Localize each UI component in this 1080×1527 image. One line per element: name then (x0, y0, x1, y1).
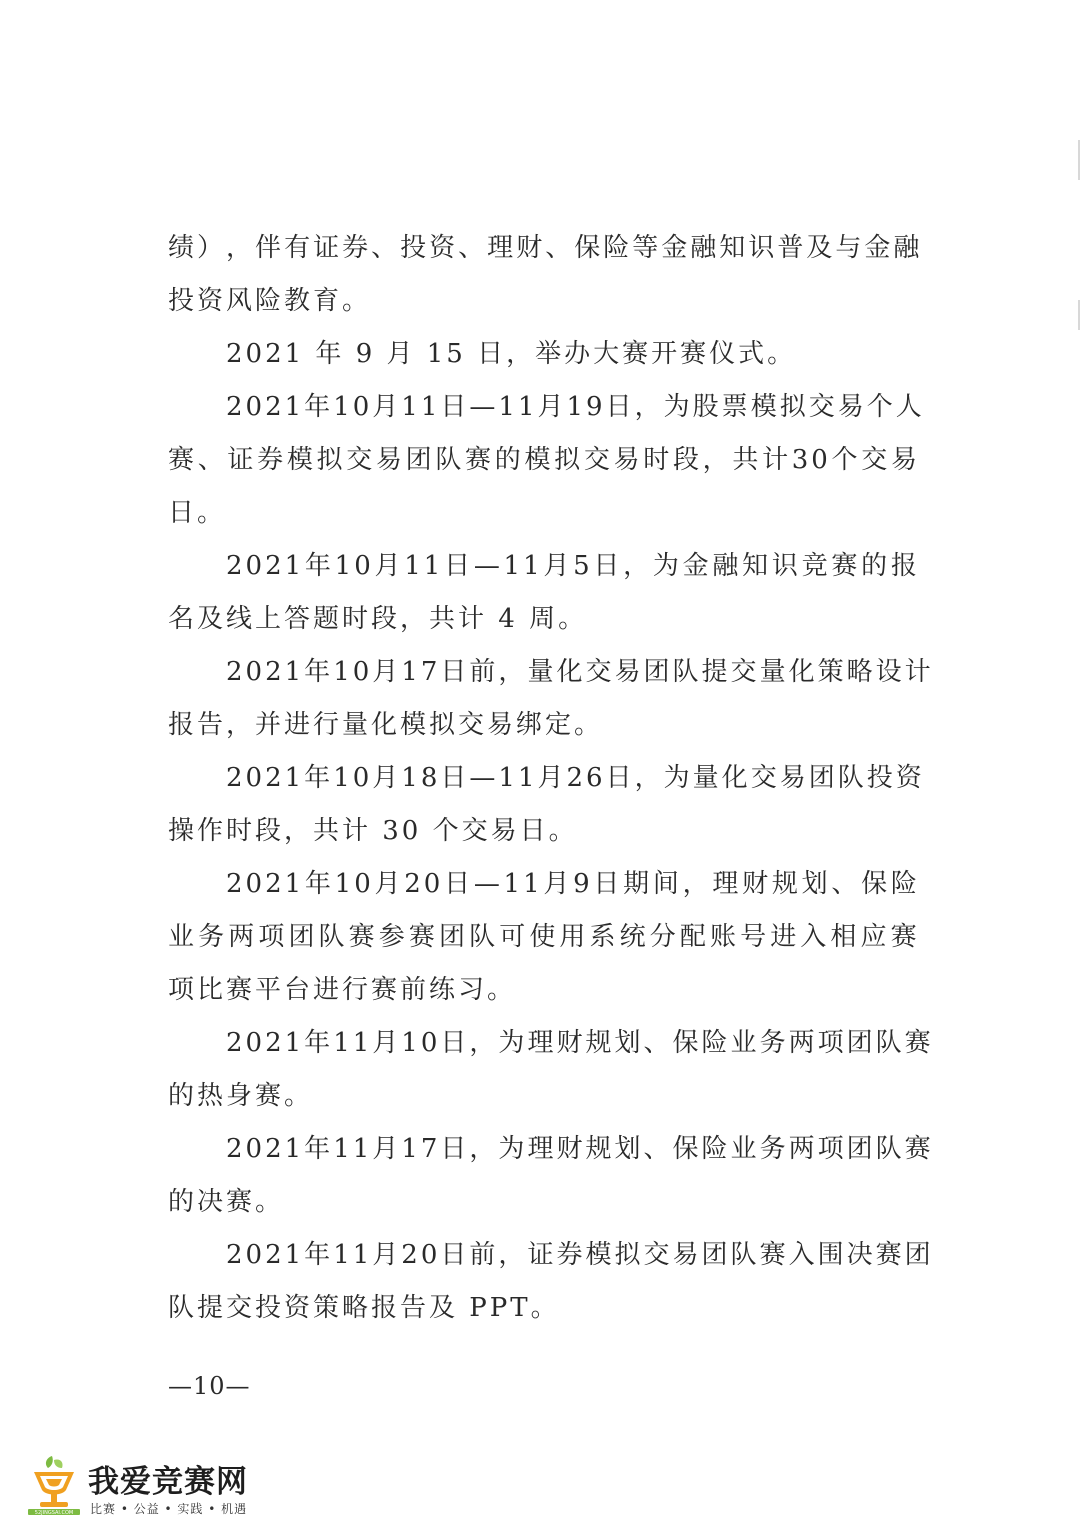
watermark-tagline: 比赛 • 公益 • 实践 • 机遇 (90, 1502, 248, 1516)
text-line: 2021 年 11 月 17 日 ， 为 理 财 规 划 、 保 险 业 务 两 项 团 队 赛 (226, 1134, 934, 1164)
text-line: 2021 年 10 月 11 日 — 11 月 19 日 ， 为 股 票 模 拟 交 易 个 人 (226, 392, 925, 422)
text-line: 2021 年 10 月 11 日 — 11 月 5 日 ， 为 金 融 知 识 竞 赛 的 报 (226, 551, 920, 581)
text-line: 2021 年 11 月 10 日 ， 为 理 财 规 划 、 保 险 业 务 两 项 团 队 赛 (226, 1028, 934, 1058)
text-line: 名及线上答题时段，共计 4 周。 (168, 604, 588, 634)
site-watermark (14, 1450, 254, 1518)
text-line: 日。 (168, 498, 227, 528)
text-line: 赛 、 证 券 模 拟 交 易 团 队 赛 的 模 拟 交 易 时 段 ， 共 计 30 个 交 易 (168, 445, 920, 475)
text-line: 报告，并进行量化模拟交易绑定。 (168, 710, 604, 740)
text-line: 绩 ） ， 伴 有 证 券 、 投 资 、 理 财 、 保 险 等 金 融 知 识 普 及 与 金 融 (168, 233, 923, 263)
trophy-logo-icon (22, 1452, 86, 1516)
document-body (168, 222, 934, 1335)
site-url-label: 52JINGSAI.COM (34, 1510, 74, 1516)
text-line: 操作时段，共计 30 个交易日。 (168, 816, 578, 846)
text-line: 2021 年 10 月 18 日 — 11 月 26 日 ， 为 量 化 交 易 团 队 投 资 (226, 763, 925, 793)
text-line: 项比赛平台进行赛前练习。 (168, 975, 517, 1005)
text-line: 2021 年 10 月 17 日 前 ， 量 化 交 易 团 队 提 交 量 化 策 略 设 计 (226, 657, 934, 687)
text-line: 业 务 两 项 团 队 赛 参 赛 团 队 可 使 用 系 统 分 配 账 号 进 入 相 应 赛 (168, 922, 920, 952)
text-line: 投资风险教育。 (168, 286, 372, 316)
page-number: —10— (168, 1372, 251, 1400)
text-line: 2021 年 10 月 20 日 — 11 月 9 日 期 间 ， 理 财 规 划 、 保 险 (226, 869, 920, 899)
text-line: 队提交投资策略报告及 PPT。 (168, 1293, 560, 1323)
text-line: 2021 年 9 月 15 日，举办大赛开赛仪式。 (226, 339, 797, 369)
text-line: 的决赛。 (168, 1187, 285, 1217)
text-line: 的热身赛。 (168, 1081, 314, 1111)
text-line: 2021 年 11 月 20 日 前 ， 证 券 模 拟 交 易 团 队 赛 入 围 决 赛 团 (226, 1240, 934, 1270)
watermark-title: 我爱竞赛网 (88, 1464, 248, 1500)
